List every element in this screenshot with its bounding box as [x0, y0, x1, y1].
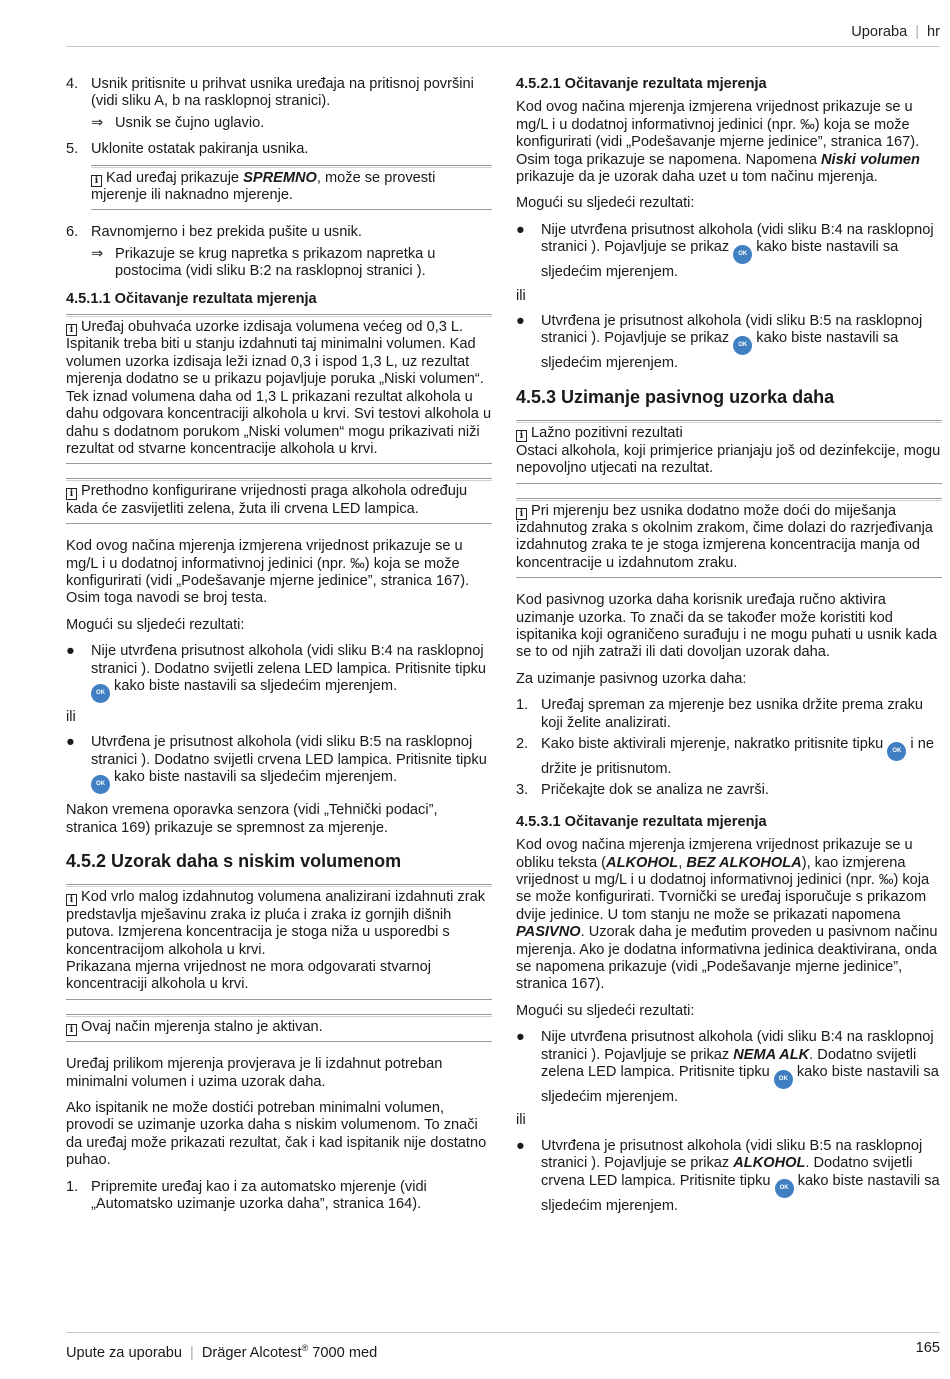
ok-button-icon: OK	[91, 775, 110, 794]
right-column	[516, 76, 942, 1221]
step-1: 1. Pripremite uređaj kao i za automatsko mjerenje (vidi „Automatsko uzimanje uzorka daha”, stranica 164).	[66, 1178, 427, 1213]
note-false-positive: i Lažno pozitivni rezultati Ostaci alkohola, koji primjerice prianjaju još od dezinfekcije, mogu nepovoljno utjecati na rezultat.	[516, 420, 942, 483]
info-icon: i	[66, 1024, 77, 1036]
or-text: ili	[66, 708, 76, 725]
arrow-icon: ⇒	[91, 114, 104, 131]
step-1: 1. Uređaj spreman za mjerenje bez usnika držite prema zraku koji želite analizirati.	[516, 697, 924, 731]
bullet-icon: ●	[66, 643, 75, 660]
info-icon: i	[66, 894, 77, 906]
list-item: ● Utvrđena je prisutnost alkohola (vidi sliku B:5 na rasklopnoj stranici ). Pojavljuje se prikaz ALKOHOL. Dodatno svijetli crvena LED lampica. Pritisnite tipku OK kako biste nastavili sa sljedećim mjerenjem.	[516, 1137, 940, 1214]
paragraph: Nakon vremena oporavka senzora (vidi „Tehnički podaci”, stranica 169) prikazuje se spremnost za mjerenje.	[66, 802, 438, 836]
page-number: 165	[915, 1340, 940, 1356]
header-lang: hr	[927, 24, 940, 40]
list-item: ● Utvrđena je prisutnost alkohola (vidi sliku B:5 na rasklopnoj stranici ). Pojavljuje se prikaz OK kako biste nastavili sa sljedećim mjerenjem.	[516, 313, 923, 372]
paragraph: Mogući su sljedeći rezultati:	[516, 1002, 695, 1019]
ok-button-icon: OK	[91, 684, 110, 703]
note-no-mouthpiece: i Pri mjerenju bez usnika dodatno može doći do miješanja izdahnutog zraka s okolnim zrakom, čime dolazi do razrjeđivanja izdahnutog zraka te je stoga izmjerena koncentracija manja od koncentracije u izdahnutom zraku.	[516, 498, 942, 579]
ok-button-icon: OK	[775, 1179, 794, 1198]
info-icon: i	[91, 175, 102, 187]
note-spremno: i Kad uređaj prikazuje SPREMNO, može se provesti mjerenje ili naknadno mjerenje.	[91, 165, 492, 211]
bullet-icon: ●	[516, 1029, 525, 1046]
list-item: ● Utvrđena je prisutnost alkohola (vidi sliku B:5 na rasklopnoj stranici ). Dodatno svijetli crvena LED lampica. Pritisnite tipku OK kako biste nastavili sa sljedećim mjerenjem.	[66, 734, 492, 794]
bullet-icon: ●	[516, 1137, 525, 1154]
left-column	[66, 76, 492, 1218]
arrow-icon: ⇒	[91, 245, 104, 262]
paragraph: Mogući su sljedeći rezultati:	[66, 616, 245, 633]
paragraph: Mogući su sljedeći rezultati:	[516, 195, 695, 212]
paragraph: Kod ovog načina mjerenja izmjerena vrijednost prikazuje se u obliku teksta (ALKOHOL, BEZ ALKOHOLA), kao izmjerena vrijednost u mg/L i u dodatnoj informativnoj jedinici (npr. ‰) koja se može konfigurirati. Tvornički se uređaj isporučuje s prikazom dvije jedinice. U tom stanju ne može se prikazati napomena PASIVNO. Uzorak daha je međutim proveden u pasivnom načinu mjerenja. Ako je dodatna informativna jedinica deaktivirana, onda se napomena prikazuje (vidi „Podešavanje mjerne jedinice”, stranica 167).	[516, 837, 938, 993]
paragraph: Uređaj prilikom mjerenja provjerava je li izdahnut potreban minimalni volumen i uzima uzorak daha.	[66, 1056, 443, 1090]
step-4-result: ⇒ Usnik se čujno uglavio.	[91, 114, 265, 131]
bullet-icon: ●	[516, 221, 525, 238]
heading-452: 4.5.2 Uzorak daha s niskim volumenom	[66, 851, 402, 871]
list-item: ● Nije utvrđena prisutnost alkohola (vidi sliku B:4 na rasklopnoj stranici ). Pojavljuje se prikaz OK kako biste nastavili sa sljedećim mjerenjem.	[516, 221, 934, 281]
ok-button-icon: OK	[774, 1070, 793, 1089]
page-footer: Upute za uporabu | Dräger Alcotest® 7000 med 165	[66, 1340, 940, 1361]
paragraph: Kod ovog načina mjerenja izmjerena vrijednost prikazuje se u mg/L i u dodatnoj informativnoj jedinici (npr. ‰) koja se može konfigurirati (vidi „Podešavanje mjerne jedinice”, stranica 167). Osim toga prikazuje se napomena. Napomena Niski volumen prikazuje da je uzorak daha uzet u tom načinu mjerenja.	[516, 99, 920, 186]
page-header: Uporaba | hr	[851, 24, 940, 40]
info-icon: i	[516, 430, 527, 442]
info-icon: i	[516, 508, 527, 520]
note-low-volume: i Kod vrlo malog izdahnutog volumena analizirani izdahnuti zrak predstavlja mješavinu zraka iz pluća i zraka iz gornjih dišnih putova. Izmjerena koncentracija je stoga niža u usporedbi s koncentracijom alkohola u krvi. Prikazana mjerna vrijednost ne mora odgovarati stvarnoj koncentraciji alkohola u krvi.	[66, 884, 492, 999]
bullet-icon: ●	[516, 313, 525, 330]
heading-4511: 4.5.1.1 Očitavanje rezultata mjerenja	[66, 290, 317, 307]
footer-model: 7000 med	[308, 1345, 378, 1361]
step-6: 6. Ravnomjerno i bez prekida pušite u usnik.	[66, 224, 362, 241]
paragraph: Za uzimanje pasivnog uzorka daha:	[516, 670, 747, 687]
footer-doc: Upute za uporabu	[66, 1345, 183, 1361]
step-6-result: ⇒ Prikazuje se krug napretka s prikazom napretka u postocima (vidi sliku B:2 na rasklopnoj stranici ).	[91, 245, 436, 280]
paragraph: Kod pasivnog uzorka daha korisnik uređaja ručno aktivira uzimanje uzorka. To znači da se također može koristiti kod ispitanika koji ograničeno surađuju i ne mogu puhati u usnik kada se to od njih zatraži ili dati dovoljan uzorak daha.	[516, 592, 938, 661]
or-text: ili	[516, 1112, 526, 1129]
bullet-icon: ●	[66, 734, 75, 751]
ok-button-icon: OK	[733, 245, 752, 264]
footer-rule	[66, 1332, 940, 1333]
info-icon: i	[66, 324, 77, 336]
note-always-active: i Ovaj način mjerenja stalno je aktivan.	[66, 1014, 492, 1042]
step-4: 4. Usnik pritisnite u prihvat usnika uređaja na pritisnoj površini (vidi sliku A, b na rasklopnoj stranici).	[66, 76, 474, 110]
heading-4531: 4.5.3.1 Očitavanje rezultata mjerenja	[516, 813, 767, 830]
step-5: 5. Uklonite ostatak pakiranja usnika.	[66, 141, 309, 158]
list-item: ● Nije utvrđena prisutnost alkohola (vidi sliku B:4 na rasklopnoj stranici ). Pojavljuje se prikaz NEMA ALK. Dodatno svijetli zelena LED lampica. Pritisnite tipku OK kako biste nastavili sa sljedećim mjerenjem.	[516, 1029, 939, 1106]
step-2: 2. Kako biste aktivirali mjerenje, nakratko pritisnite tipku OK i ne držite je pritisnutom.	[516, 735, 934, 777]
step-3: 3. Pričekajte dok se analiza ne završi.	[516, 782, 769, 799]
header-rule	[66, 46, 940, 47]
paragraph: Kod ovog načina mjerenja izmjerena vrijednost prikazuje se u mg/L i u dodatnoj informativnoj jedinici (npr. ‰) koja se može konfigurirati (vidi „Podešavanje mjerne jedinice”, stranica 167). Osim toga navodi se broj testa.	[66, 538, 470, 607]
ok-button-icon: OK	[887, 742, 906, 761]
header-section: Uporaba	[851, 24, 908, 40]
heading-453: 4.5.3 Uzimanje pasivnog uzorka daha	[516, 386, 835, 407]
or-text: ili	[516, 287, 526, 304]
note-threshold: i Prethodno konfigurirane vrijednosti praga alkohola određuju kada će zasvijetliti zelena, žuta ili crvena LED lampica.	[66, 478, 492, 524]
list-item: ● Nije utvrđena prisutnost alkohola (vidi sliku B:4 na rasklopnoj stranici ). Dodatno svijetli zelena LED lampica. Pritisnite tipku OK kako biste nastavili sa sljedećim mjerenjem.	[66, 643, 492, 703]
ok-button-icon: OK	[733, 336, 752, 355]
paragraph: Ako ispitanik ne može dostići potreban minimalni volumen, provodi se uzimanje uzorka daha s niskim volumenom. To znači da uređaj može prikazati rezultat, čak i kad ispitanik nije dostatno puhao.	[66, 1100, 487, 1169]
heading-4521: 4.5.2.1 Očitavanje rezultata mjerenja	[516, 76, 767, 92]
info-icon: i	[66, 488, 77, 500]
footer-brand: Dräger Alcotest	[201, 1345, 302, 1361]
note-volume: i Uređaj obuhvaća uzorke izdisaja volumena većeg od 0,3 L. Ispitanik treba biti u stanju izdahnuti taj minimalni volumen. Kad volumen uzorka izdisaja leži iznad 0,3 i ispod 1,3 L, uz rezultat mjerenja dodatno se u prikazu pojavljuje poruka „Niski volumen“. Tek iznad volumena daha od 1,3 L prikazani rezultat alkohola u dahu odgovara koncentraciji alkohola u krvi. Svi testovi alkohola u dahu s dodatnom porukom „Niski volumen“ mogu prikazivati niži rezultat od stvarne koncentracije alkohola u krvi.	[66, 314, 492, 464]
